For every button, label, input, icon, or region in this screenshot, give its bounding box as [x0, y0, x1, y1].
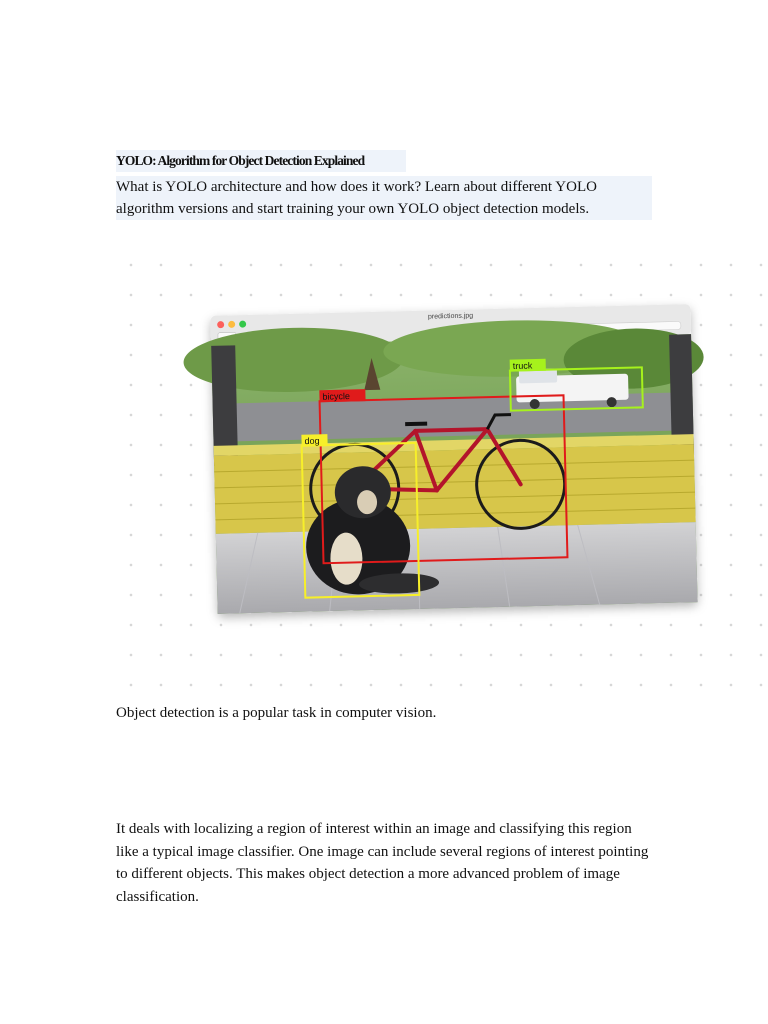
dog-label: dog [304, 435, 320, 447]
window-title: predictions.jpg [427, 312, 474, 321]
detection-figure [116, 238, 768, 690]
body-paragraph-1: Object detection is a popular task in computer vision. [116, 705, 437, 721]
truck-label: truck [512, 360, 533, 372]
yolo-screenshot [116, 238, 768, 690]
photo [183, 316, 710, 615]
article-intro: What is YOLO architecture and how does it work? Learn about different YOLO algorithm versions and start training your own YOLO object detection models. [116, 176, 652, 220]
bicycle-label: bicycle [322, 391, 351, 402]
body-paragraph-2: It deals with localizing a region of interest within an image and classifying this region like a typical image classifier. One image can include several regions of interest pointing to different objects. This makes object detection a more advanced problem of image classification. [116, 821, 649, 905]
article-title: YOLO: Algorithm for Object Detection Explained [116, 150, 406, 172]
